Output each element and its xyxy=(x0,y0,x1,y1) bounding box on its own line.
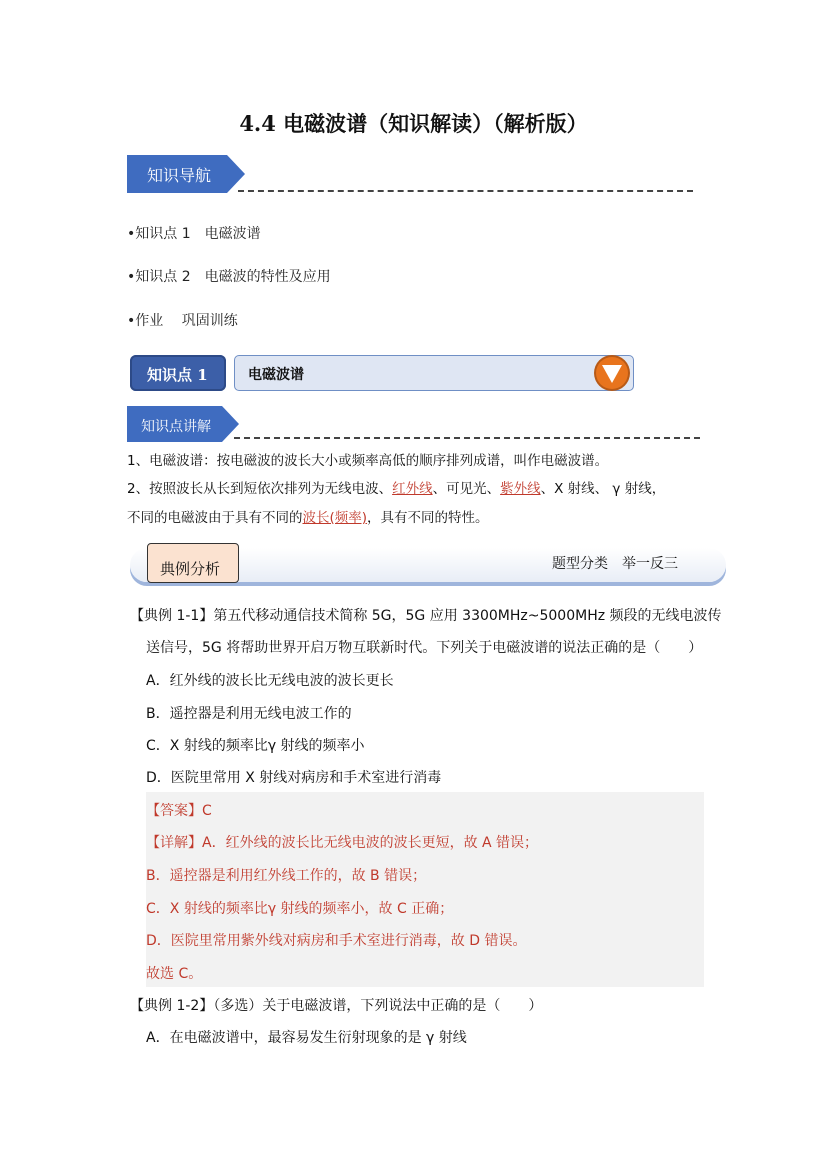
keyword-infrared: 红外线 xyxy=(392,481,433,497)
explanation-2 xyxy=(127,477,665,497)
example-tag-label: 典例分析 xyxy=(160,560,221,578)
q1-option-a[interactable]: A．红外线的波长比无线电波的波长更长 xyxy=(146,673,394,689)
nav-divider xyxy=(238,190,693,192)
keyword-ultraviolet: 紫外线 xyxy=(500,481,541,497)
explanation-2-part-b: 、可见光、 xyxy=(432,481,501,497)
answer-panel xyxy=(146,792,704,987)
toc-item-homework[interactable]: •作业 巩固训练 xyxy=(127,313,238,329)
q1-option-b[interactable]: B．遥控器是利用无线电波工作的 xyxy=(146,706,352,722)
answer-line: 【答案】C xyxy=(146,803,212,819)
kp1-title: 电磁波谱 xyxy=(248,367,304,383)
section-banner-label: 知识点讲解 xyxy=(141,419,211,435)
toc-item-2[interactable]: •知识点 2 电磁波的特性及应用 xyxy=(127,269,331,285)
nav-banner-label: 知识导航 xyxy=(147,166,212,185)
q2-line-1: 【典例 1-2】（多选）关于电磁波谱，下列说法中正确的是（ ） xyxy=(130,998,543,1014)
q1-line-1: 【典例 1-1】第五代移动通信技术简称 5G，5G 应用 3300MHz~5000MHz 频段的无线电波传 xyxy=(130,608,722,624)
q1-line-2: 送信号，5G 将帮助世界开启万物互联新时代。下列关于电磁波谱的说法正确的是（ ） xyxy=(146,640,703,656)
q1-option-d[interactable]: D．医院里常用 X 射线对病房和手术室进行消毒 xyxy=(146,770,442,786)
explanation-1: 1、电磁波谱：按电磁波的波长大小或频率高低的顺序排列成谱，叫作电磁波谱。 xyxy=(127,453,609,469)
example-bar-caption: 题型分类 举一反三 xyxy=(552,556,678,572)
q2-option-a[interactable]: A．在电磁波谱中，最容易发生衍射现象的是 γ 射线 xyxy=(146,1030,467,1046)
explanation-3-part-a: 不同的电磁波由于具有不同的 xyxy=(127,510,303,526)
explanation-3 xyxy=(127,506,489,526)
detail-a: 【详解】A．红外线的波长比无线电波的波长更短，故 A 错误； xyxy=(146,835,539,851)
page-title: 4.4 电磁波谱（知识解读）（解析版） xyxy=(239,111,588,136)
explanation-3-part-b: ，具有不同的特性。 xyxy=(367,510,489,526)
toc-item-1[interactable]: •知识点 1 电磁波谱 xyxy=(127,226,261,242)
detail-c: C．X 射线的频率比γ 射线的频率小，故 C 正确； xyxy=(146,901,454,917)
keyword-wavelength: 波长(频率) xyxy=(302,510,368,526)
kp1-label: 知识点 1 xyxy=(147,366,208,384)
triangle-down-icon xyxy=(600,363,624,385)
detail-b: B．遥控器是利用红外线工作的，故 B 错误； xyxy=(146,868,427,884)
detail-d: D．医院里常用紫外线对病房和手术室进行消毒，故 D 错误。 xyxy=(146,933,527,949)
explanation-2-part-c: 、X 射线、 γ 射线， xyxy=(540,481,666,497)
explanation-2-part-a: 2、按照波长从长到短依次排列为无线电波、 xyxy=(127,481,393,497)
q1-option-c[interactable]: C．X 射线的频率比γ 射线的频率小 xyxy=(146,738,365,754)
detail-conclusion: 故选 C。 xyxy=(146,966,203,982)
section-divider xyxy=(234,437,700,439)
